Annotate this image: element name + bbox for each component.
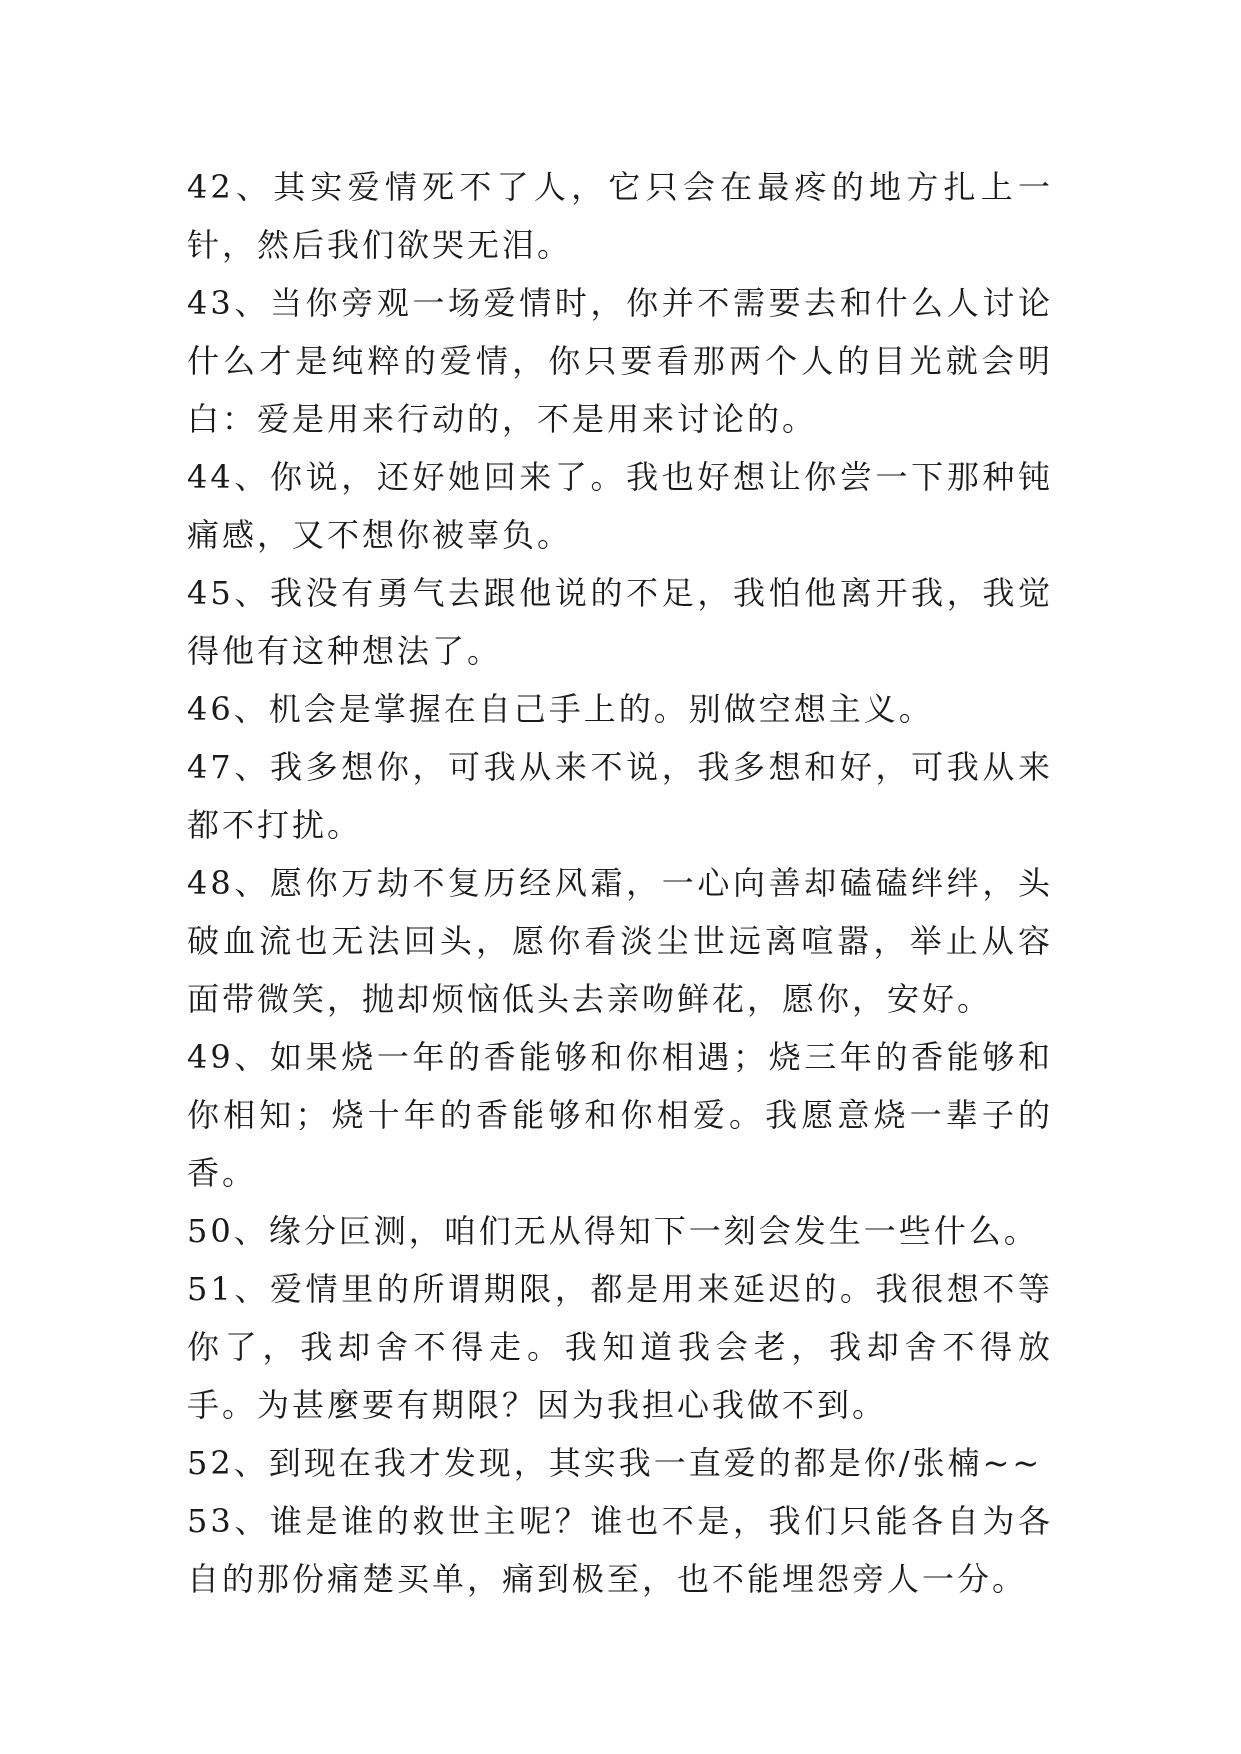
quote-entry-45: 45、我没有勇气去跟他说的不足，我怕他离开我，我觉得他有这种想法了。 bbox=[187, 574, 1053, 670]
quote-entry-46: 46、机会是掌握在自己手上的。别做空想主义。 bbox=[187, 690, 934, 728]
quote-entry-43: 43、当你旁观一场爱情时，你并不需要去和什么人讨论什么才是纯粹的爱情，你只要看那两个人的目光就会明白：爱是用来行动的，不是用来讨论的。 bbox=[187, 284, 1053, 438]
quote-entry-49: 49、如果烧一年的香能够和你相遇；烧三年的香能够和你相知；烧十年的香能够和你相爱。我愿意烧一辈子的香。 bbox=[187, 1038, 1053, 1192]
quote-entry-42: 42、其实爱情死不了人，它只会在最疼的地方扎上一针，然后我们欲哭无泪。 bbox=[187, 168, 1053, 264]
quote-entry-53: 53、谁是谁的救世主呢？谁也不是，我们只能各自为各自的那份痛楚买单，痛到极至，也不能埋怨旁人一分。 bbox=[187, 1502, 1053, 1598]
quote-entry-52: 52、到现在我才发现，其实我一直爱的都是你/张楠~~ bbox=[187, 1444, 1043, 1482]
quote-entry-47: 47、我多想你，可我从来不说，我多想和好，可我从来都不打扰。 bbox=[187, 748, 1053, 844]
quote-entry-48: 48、愿你万劫不复历经风霜，一心向善却磕磕绊绊，头破血流也无法回头，愿你看淡尘世远离喧嚣，举止从容面带微笑，抛却烦恼低头去亲吻鲜花，愿你，安好。 bbox=[187, 864, 1053, 1018]
quote-entry-44: 44、你说，还好她回来了。我也好想让你尝一下那种钝痛感，又不想你被辜负。 bbox=[187, 458, 1053, 554]
document-body bbox=[187, 158, 1053, 1608]
quote-entry-50: 50、缘分叵测，咱们无从得知下一刻会发生一些什么。 bbox=[187, 1212, 1039, 1250]
quote-entry-51: 51、爱情里的所谓期限，都是用来延迟的。我很想不等你了，我却舍不得走。我知道我会老，我却舍不得放手。为甚麼要有期限？因为我担心我做不到。 bbox=[187, 1270, 1053, 1424]
